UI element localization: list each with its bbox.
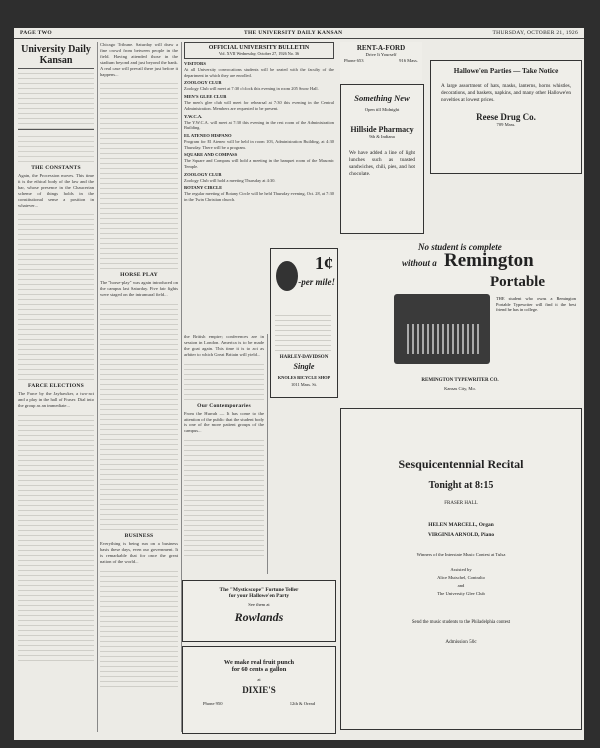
pharmacy-copy: We have added a line of light lunches such as toasted sandwiches, chili, pies, and hot chocolate. bbox=[349, 150, 415, 177]
recital-by: HELEN MARCELL, Organ bbox=[428, 522, 494, 528]
assist-2: The University Glee Club bbox=[437, 591, 485, 596]
contemporaries-body: From the Hurrah — It has come to the attention of the public that the student body is one of the more patient groups of the campus... bbox=[184, 410, 264, 434]
remington-product: Portable bbox=[490, 274, 545, 290]
remington-brand: Remington bbox=[444, 250, 534, 271]
notice-heading: MEN'S GLEE CLUB bbox=[184, 94, 227, 100]
bulletin-subtitle: Vol. XVII Wednesday, October 27, 1926 No. 36 bbox=[218, 51, 300, 56]
punch-address: 12th & Oread bbox=[289, 701, 315, 706]
pharmacy-name: Hillside Pharmacy bbox=[350, 125, 414, 134]
reese-name: Reese Drug Co. bbox=[476, 112, 536, 122]
recital-ad bbox=[340, 408, 582, 730]
halloween-copy: A large assortment of hats, masks, lanterns, horns whistles, decorations, and baskets, napkins, and many other Hallowe'en novelties at lowest prices. bbox=[441, 83, 571, 103]
remington-lead: No student is complete bbox=[418, 242, 502, 252]
column2-body: Chicago Tribune. Saturday will draw a fine crowd from between people in the field. Having attended those in the stadium beyond and just beyond the bank. A real case will prevail there just before it happens... bbox=[100, 42, 178, 77]
recital-title: Sesquicentennial Recital bbox=[398, 457, 524, 471]
horse-play-title: HORSE PLAY bbox=[120, 272, 158, 279]
price: 1¢ bbox=[315, 253, 333, 273]
page-label: PAGE TWO bbox=[20, 30, 52, 36]
recital-winners: Winners of the Interstate Music Contest at Tulsa bbox=[416, 552, 506, 557]
notice-body: Zoology Club will hold a meeting Thursday at 4:30. bbox=[184, 177, 276, 183]
elections-body: The Farce by the Jayhawker, a two-act and a play in the hall of Fraser. Dial into the group as an immediate... bbox=[18, 391, 94, 409]
rent-ford-phone: Phone 653 bbox=[344, 58, 364, 63]
notice-body: Zoology Club will meet at 7:30 o'clock this evening in room 205 Snow Hall. bbox=[184, 86, 319, 92]
rider-illustration bbox=[276, 261, 298, 291]
notice-heading: ZOOLOGY CLUB bbox=[184, 80, 222, 86]
elections-text bbox=[18, 411, 94, 661]
typewriter-illustration bbox=[394, 294, 490, 364]
rent-a-ford-ad bbox=[340, 42, 422, 80]
notice-body: The regular meeting of Botany Circle will be held Thursday evening, Oct. 28, at 7:30 in the Twin Christian church. bbox=[184, 191, 334, 203]
mysticscope-title: The "Mysticscope" Fortune Teller bbox=[219, 587, 299, 593]
something-new-title: Something New bbox=[354, 93, 410, 103]
dealer-name: KNOLES BICYCLE SHOP bbox=[277, 375, 331, 380]
remington-copy: THE student who owns a Remington Portable Typewriter will find it the best friend he has in college. bbox=[496, 296, 576, 313]
notice-body: Program for El Ateneo will be held in room 103, Administration Building, at 4:30 Thursday. There will be a program. bbox=[184, 138, 334, 150]
horse-play-text bbox=[100, 300, 178, 530]
elections-title: FARCE ELECTIONS bbox=[28, 383, 84, 390]
flag-title: University Daily Kansan bbox=[21, 44, 91, 66]
notice-heading: VISITORS bbox=[184, 61, 206, 66]
rent-ford-address: 916 Mass. bbox=[399, 58, 418, 63]
business-text bbox=[100, 567, 178, 687]
paper-title: THE UNIVERSITY DAILY KANSAN bbox=[244, 30, 343, 36]
notice-body: The men's glee club will meet for rehearsal at 7:30 this evening in the Central Administration. Members are requested to be present. bbox=[184, 100, 334, 111]
hillside-pharmacy-ad bbox=[340, 84, 424, 234]
remington-city: Kansas City, Mo. bbox=[444, 386, 476, 391]
notice-heading: BOTANY CIRCLE bbox=[184, 185, 223, 191]
recital-time: Tonight at 8:15 bbox=[428, 480, 494, 491]
remington-company: REMINGTON TYPEWRITER CO. bbox=[421, 378, 499, 383]
mysticscope-sub: for your Hallowe'en Party bbox=[228, 593, 290, 599]
dealer-address: 1011 Mass. St. bbox=[291, 382, 317, 387]
reese-address: 709 Mass. bbox=[496, 122, 516, 127]
editorial-column-2 bbox=[100, 42, 178, 732]
punch-title: We make real fruit punch bbox=[223, 659, 295, 666]
halloween-title: Hallowe'en Parties — Take Notice bbox=[453, 67, 559, 75]
punch-at: at bbox=[257, 677, 261, 682]
editorial-title: THE CONSTANTS bbox=[31, 165, 81, 171]
newspaper-page bbox=[14, 28, 584, 740]
rowlands-ad bbox=[182, 580, 336, 642]
dixies-name: DIXIE'S bbox=[242, 685, 276, 695]
harley-copy bbox=[275, 311, 331, 351]
dixies-punch-ad bbox=[182, 646, 336, 734]
business-title: BUSINESS bbox=[124, 533, 154, 540]
contemporaries-title: Our Contemporaries bbox=[197, 402, 251, 409]
subscription-info bbox=[18, 132, 94, 162]
remington-lead2: without a bbox=[402, 258, 437, 268]
harley-davidson-ad bbox=[270, 248, 338, 398]
notice-heading: SQUARE AND COMPASS bbox=[184, 152, 238, 158]
punch-sub: for 60 cents a gallon bbox=[231, 666, 287, 673]
see-them: See them at bbox=[248, 602, 270, 607]
editorial-column-3 bbox=[184, 334, 264, 574]
recital-admission: Admission 50c bbox=[445, 639, 477, 645]
harley-brand: HARLEY-DAVIDSON bbox=[279, 355, 329, 360]
rent-ford-title: RENT-A-FORD bbox=[356, 44, 406, 52]
column3-text bbox=[184, 360, 264, 400]
bulletin-title: OFFICIAL UNIVERSITY BULLETIN bbox=[208, 45, 310, 51]
recital-with: VIRGINIA ARNOLD, Piano bbox=[427, 532, 495, 538]
recital-assisted: Assisted by bbox=[450, 567, 472, 572]
editorial-body: Again, the Procession moves. This time it is the ethical body of the law and the bar, whose presence in the Chaucerian scheme of things holds in the constitutional sense a position in whatever... bbox=[18, 173, 94, 208]
column2-text bbox=[100, 79, 178, 269]
remington-ad bbox=[340, 240, 580, 400]
editorial-text bbox=[18, 210, 94, 380]
horse-play-body: The "horse-play" was again introduced on the campus last Saturday. Five fair fights were staged on the intramural field... bbox=[100, 280, 178, 298]
slogan: -per mile! bbox=[298, 277, 335, 287]
recital-place: FRASER HALL bbox=[444, 501, 478, 506]
pharmacy-address: 9th & Indiana bbox=[369, 134, 395, 139]
open-till: Open till Midnight bbox=[364, 107, 400, 112]
notice-body: The Y.W.C.A. will meet at 7:30 this evening in the rest room of the Administration Building. bbox=[184, 119, 334, 131]
masthead-rule bbox=[14, 38, 584, 39]
editorial-column bbox=[18, 42, 94, 732]
column3-body: the British empire; conferences are in session in London. America is to be made the goat again. This time it is to act as arbiter to which Great Britain will yield... bbox=[184, 334, 264, 357]
notice-heading: EL ATENEO HISPANO bbox=[184, 132, 232, 138]
column-divider bbox=[267, 334, 268, 574]
date-line: THURSDAY, OCTOBER 21, 1926 bbox=[492, 30, 578, 36]
assist-1: Alice Mutschel, Contralto bbox=[437, 575, 485, 580]
rowlands-name: Rowlands bbox=[234, 610, 284, 624]
column-divider bbox=[97, 42, 98, 732]
notice-heading: Y.W.C.A. bbox=[184, 113, 203, 119]
bulletin-notices bbox=[184, 61, 334, 203]
staff-box bbox=[18, 68, 94, 130]
contemporaries-text bbox=[184, 436, 264, 556]
rent-ford-sub: Drive It Yourself bbox=[365, 52, 397, 57]
notice-body: The Square and Compass will hold a meeting in the banquet room of the Masonic Temple. bbox=[184, 158, 334, 170]
reese-drug-ad bbox=[430, 60, 582, 174]
notice-body: At all University convocations students will be seated with the faculty of the department in which they are enrolled. bbox=[184, 67, 334, 78]
business-body: Everything is being run on a business basis these days, even our government. It is remarkable that for once the great nation of the world... bbox=[100, 541, 178, 564]
notice-heading: ZOOLOGY CLUB bbox=[184, 171, 222, 177]
recital-and: and bbox=[457, 583, 465, 588]
recital-send: Send the music students to the Philadelphia contest bbox=[411, 620, 511, 625]
harley-model: Single bbox=[293, 362, 315, 371]
punch-phone: Phone 950 bbox=[203, 701, 223, 706]
